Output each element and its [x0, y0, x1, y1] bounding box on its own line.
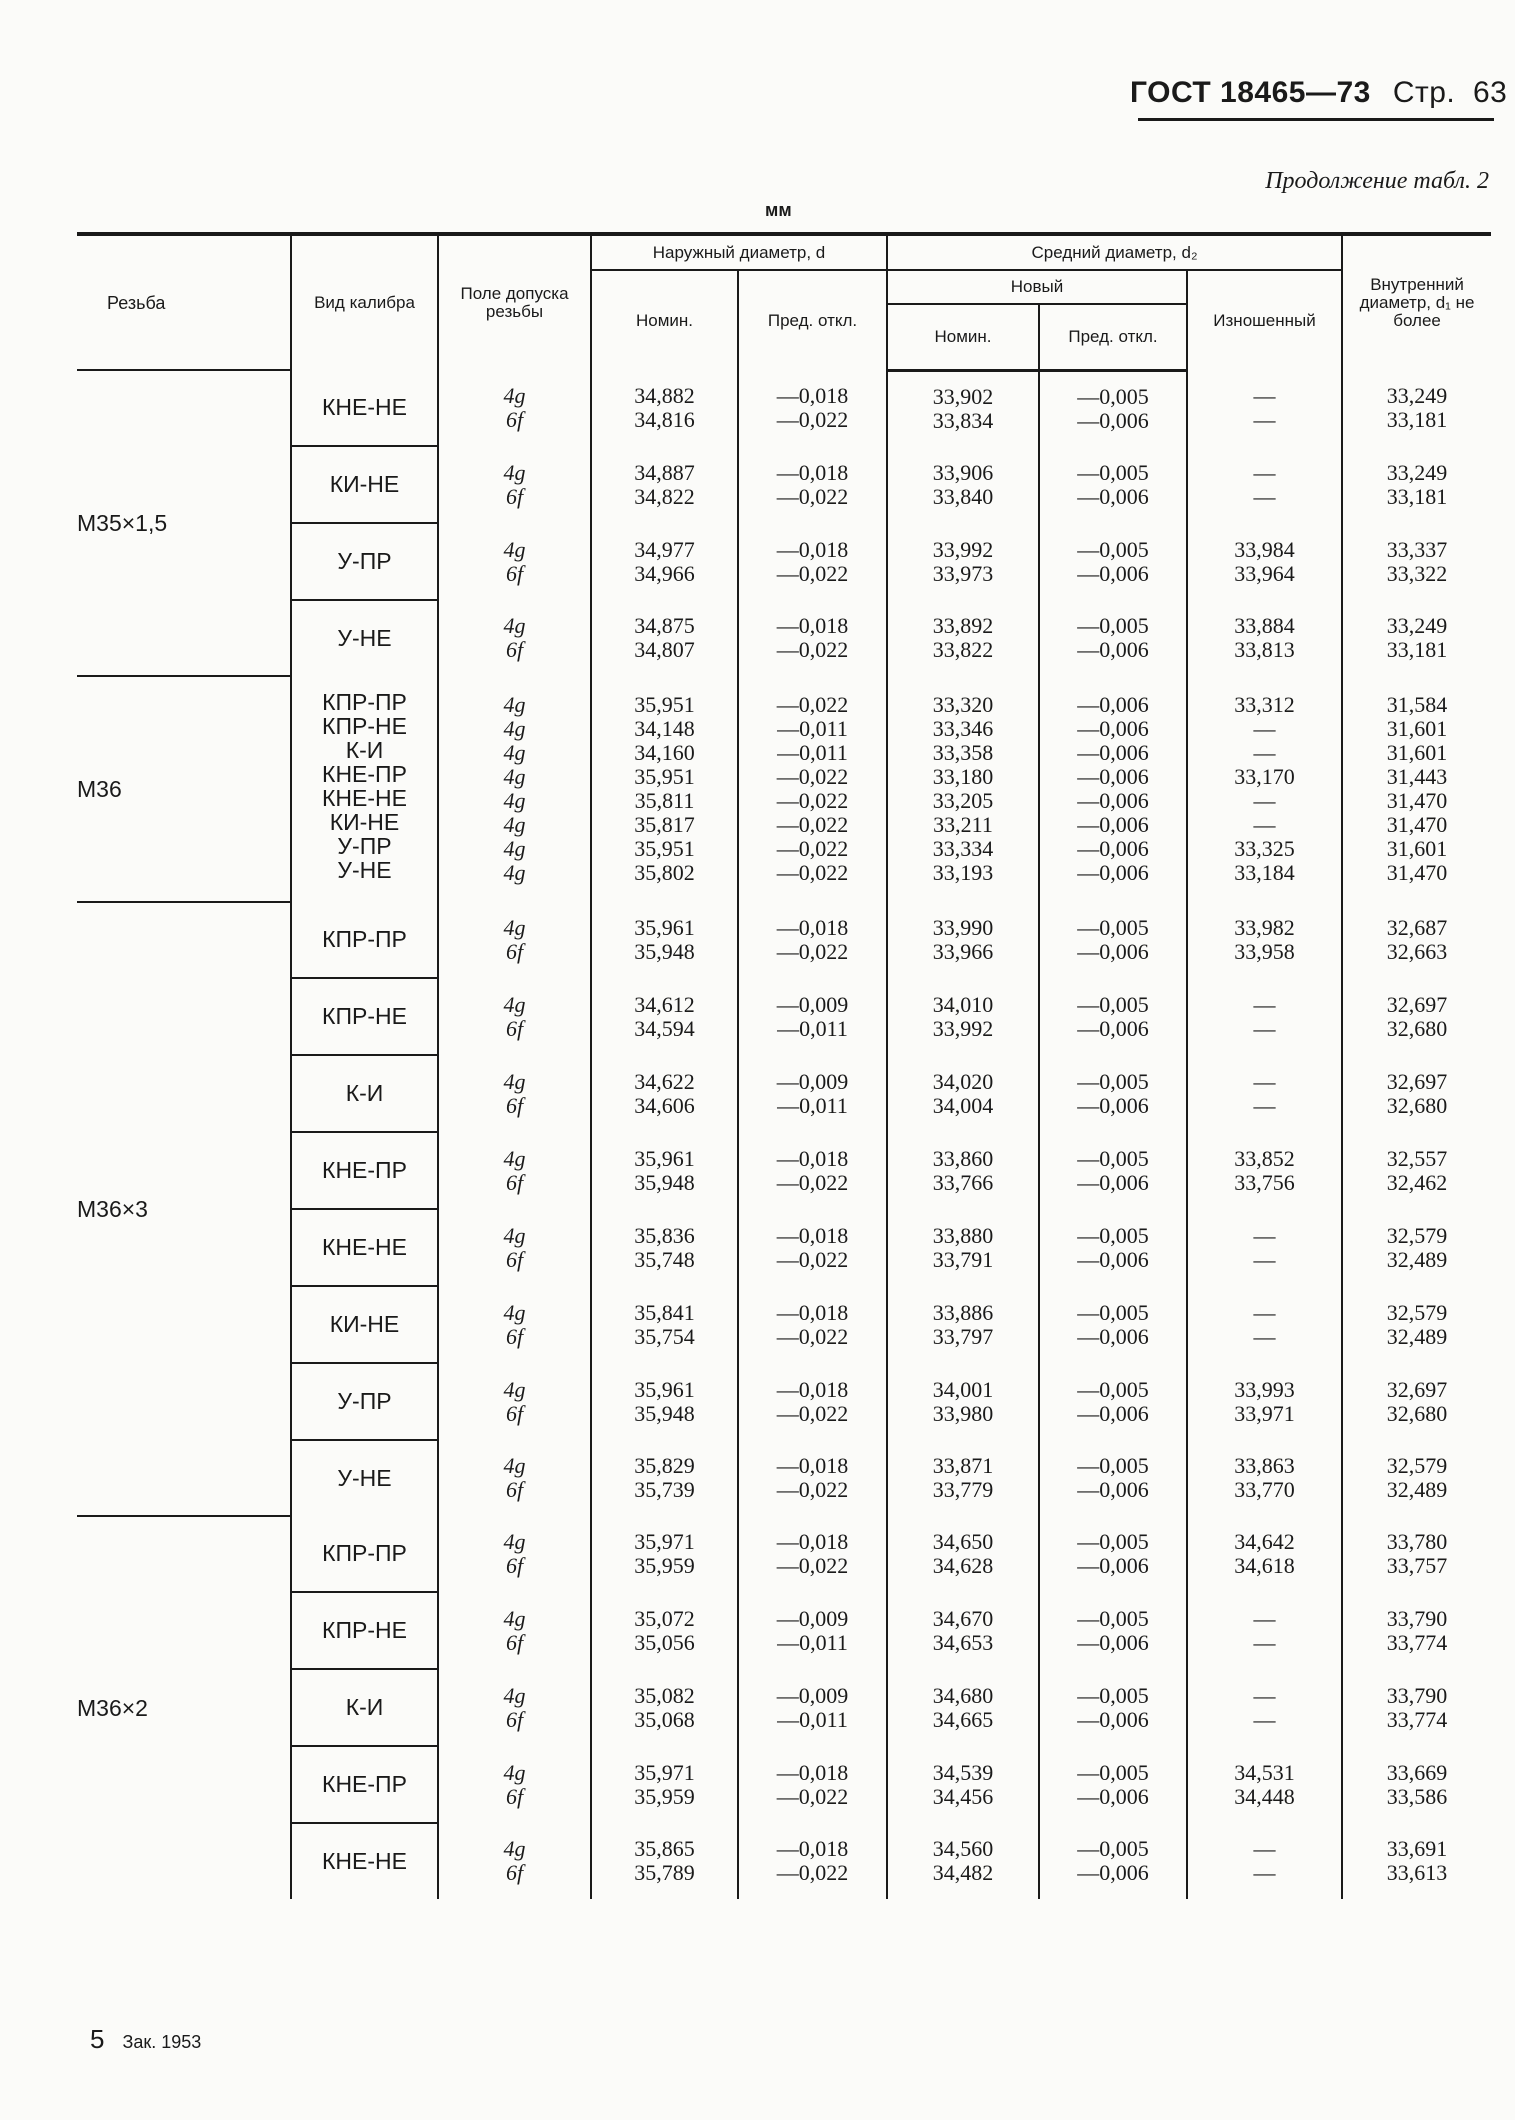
units-label: мм	[765, 200, 792, 220]
inner-diameter: 33,780 33,757	[1386, 1529, 1448, 1578]
outer-deviation: —0,009 —0,011	[738, 1592, 887, 1669]
inner-diameter: 33,790 33,774	[1386, 1605, 1448, 1655]
tolerance-field: 4g 6f	[438, 1823, 591, 1899]
gauge-type: КИ-НЕ	[291, 446, 438, 523]
inner-diameter: 31,584 31,601 31,601 31,443 31,470 31,470 31,601 31,470	[1386, 692, 1448, 885]
pitch-deviation: —0,005 —0,006	[1039, 1055, 1187, 1132]
pitch-worn: — —	[1187, 1669, 1342, 1746]
page-label: Стр.	[1392, 76, 1456, 109]
pitch-nominal: 33,880 33,791	[887, 1209, 1039, 1286]
pitch-deviation: —0,006 —0,006 —0,006 —0,006 —0,006 —0,006 —0,006 —0,006	[1039, 676, 1187, 902]
footer-page-number: 5	[90, 2024, 105, 2054]
outer-deviation: —0,018 —0,022	[738, 1746, 887, 1823]
pitch-nominal: 33,892 33,822	[887, 600, 1039, 676]
outer-deviation: —0,018 —0,022	[738, 1823, 887, 1899]
header-gauge-type: Вид калибра	[291, 234, 438, 370]
gauge-type: У-НЕ	[291, 600, 438, 676]
inner-diameter: 32,687 32,663	[1386, 915, 1448, 964]
outer-deviation: —0,018 —0,022	[738, 1132, 887, 1209]
outer-nominal: 35,082 35,068	[591, 1669, 738, 1746]
tolerance-field: 4g 6f	[438, 1209, 591, 1286]
gauge-type: КИ-НЕ	[291, 1286, 438, 1363]
page-footer	[90, 2024, 201, 2055]
inner-diameter: 33,249 33,181	[1386, 383, 1448, 432]
outer-nominal: 35,951 34,148 34,160 35,951 35,811 35,817 35,951 35,802	[591, 676, 738, 902]
gauge-type: КНЕ-НЕ	[291, 370, 438, 446]
thread-size: M36	[77, 676, 291, 902]
thread-size: M35×1,5	[77, 370, 291, 676]
table-row	[77, 370, 1491, 446]
pitch-deviation: —0,005 —0,006	[1039, 1363, 1187, 1440]
pitch-nominal: 33,990 33,966	[887, 902, 1039, 978]
thread-size: M36×3	[77, 902, 291, 1516]
pitch-nominal: 34,680 34,665	[887, 1669, 1039, 1746]
pitch-deviation: —0,005 —0,006	[1039, 1286, 1187, 1363]
outer-nominal: 35,961 35,948	[591, 1132, 738, 1209]
inner-diameter: 32,557 32,462	[1386, 1145, 1448, 1195]
pitch-deviation: —0,005 —0,006	[1039, 1669, 1187, 1746]
pitch-worn: — —	[1187, 1055, 1342, 1132]
gauge-type: У-НЕ	[291, 1440, 438, 1516]
gauge-type: КПР-НЕ	[291, 1592, 438, 1669]
pitch-nominal: 34,560 34,482	[887, 1823, 1039, 1899]
outer-deviation: —0,022 —0,011 —0,011 —0,022 —0,022 —0,022 —0,022 —0,022	[738, 676, 887, 902]
pitch-worn: 33,993 33,971	[1187, 1363, 1342, 1440]
pitch-deviation: —0,005 —0,006	[1039, 600, 1187, 676]
pitch-worn: 34,642 34,618	[1187, 1516, 1342, 1592]
outer-nominal: 35,961 35,948	[591, 1363, 738, 1440]
pitch-deviation: —0,005 —0,006	[1039, 370, 1187, 446]
outer-deviation: —0,018 —0,022	[738, 1516, 887, 1592]
outer-nominal: 34,887 34,822	[591, 446, 738, 523]
tolerance-field: 4g 6f	[438, 523, 591, 600]
inner-diameter: 32,697 32,680	[1386, 991, 1448, 1041]
outer-nominal: 35,865 35,789	[591, 1823, 738, 1899]
header-pitch-nominal: Номин.	[887, 304, 1039, 370]
pitch-worn: 33,982 33,958	[1187, 902, 1342, 978]
inner-diameter: 33,669 33,586	[1386, 1759, 1448, 1809]
pitch-nominal: 34,670 34,653	[887, 1592, 1039, 1669]
gauge-type: К-И	[291, 1055, 438, 1132]
header-outer-nominal: Номин.	[591, 270, 738, 370]
tolerance-field: 4g 6f	[438, 1746, 591, 1823]
tolerance-field: 4g 6f	[438, 370, 591, 446]
gauge-type: КПР-ПР	[291, 902, 438, 978]
outer-deviation: —0,009 —0,011	[738, 1669, 887, 1746]
outer-nominal: 34,622 34,606	[591, 1055, 738, 1132]
header-inner-diameter: Внутренний диаметр, d₁ не более	[1342, 234, 1491, 370]
thread-size: M36×2	[77, 1516, 291, 1899]
tolerance-field: 4g 6f	[438, 1132, 591, 1209]
pitch-nominal: 33,860 33,766	[887, 1132, 1039, 1209]
pitch-deviation: —0,005 —0,006	[1039, 1132, 1187, 1209]
pitch-worn: 33,984 33,964	[1187, 523, 1342, 600]
pitch-nominal: 33,871 33,779	[887, 1440, 1039, 1516]
tolerance-field: 4g 4g 4g 4g 4g 4g 4g 4g	[438, 676, 591, 902]
table-row	[77, 902, 1491, 978]
pitch-nominal: 34,650 34,628	[887, 1516, 1039, 1592]
pitch-deviation: —0,005 —0,006	[1039, 978, 1187, 1055]
pitch-deviation: —0,005 —0,006	[1039, 1592, 1187, 1669]
outer-deviation: —0,018 —0,022	[738, 523, 887, 600]
pitch-worn: — —	[1187, 370, 1342, 446]
outer-deviation: —0,018 —0,022	[738, 902, 887, 978]
outer-deviation: —0,018 —0,022	[738, 446, 887, 523]
pitch-worn: — —	[1187, 1592, 1342, 1669]
tolerance-field: 4g 6f	[438, 1363, 591, 1440]
pitch-nominal: 33,886 33,797	[887, 1286, 1039, 1363]
gauge-type: КНЕ-НЕ	[291, 1823, 438, 1899]
gauge-type: КНЕ-НЕ	[291, 1209, 438, 1286]
header-rule	[1138, 118, 1494, 121]
outer-nominal: 35,961 35,948	[591, 902, 738, 978]
pitch-nominal: 34,020 34,004	[887, 1055, 1039, 1132]
tolerance-field: 4g 6f	[438, 1669, 591, 1746]
outer-deviation: —0,018 —0,022	[738, 1286, 887, 1363]
pitch-nominal: 34,539 34,456	[887, 1746, 1039, 1823]
header-tolerance-field: Поле допуска резьбы	[438, 234, 591, 370]
header-pitch-limit-dev: Пред. откл.	[1039, 304, 1187, 370]
inner-diameter: 33,337 33,322	[1386, 536, 1448, 586]
tolerance-field: 4g 6f	[438, 1055, 591, 1132]
tolerance-field: 4g 6f	[438, 1286, 591, 1363]
pitch-nominal: 33,902 33,834	[887, 370, 1039, 446]
table-row	[77, 676, 1491, 902]
inner-diameter: 33,249 33,181	[1386, 613, 1448, 662]
inner-diameter: 32,579 32,489	[1386, 1453, 1448, 1502]
table-continuation-note: Продолжение табл. 2	[1265, 168, 1489, 194]
gauge-type: КПР-ПР	[291, 1516, 438, 1592]
header-thread: Резьба	[77, 234, 291, 370]
footer-order: Зак. 1953	[122, 2032, 202, 2052]
outer-deviation: —0,018 —0,022	[738, 1440, 887, 1516]
inner-diameter: 32,697 32,680	[1386, 1068, 1448, 1118]
outer-nominal: 35,971 35,959	[591, 1746, 738, 1823]
pitch-deviation: —0,005 —0,006	[1039, 446, 1187, 523]
gauge-type: КНЕ-ПР	[291, 1746, 438, 1823]
pitch-worn: — —	[1187, 1209, 1342, 1286]
gauge-type: К-И	[291, 1669, 438, 1746]
outer-deviation: —0,018 —0,022	[738, 1363, 887, 1440]
inner-diameter: 32,579 32,489	[1386, 1222, 1448, 1272]
inner-diameter: 32,579 32,489	[1386, 1299, 1448, 1349]
gauge-type-list	[291, 676, 438, 902]
pitch-deviation: —0,005 —0,006	[1039, 902, 1187, 978]
outer-nominal: 35,836 35,748	[591, 1209, 738, 1286]
outer-deviation: —0,009 —0,011	[738, 1055, 887, 1132]
pitch-nominal: 33,992 33,973	[887, 523, 1039, 600]
gauge-type: КПР-НЕ	[291, 978, 438, 1055]
header-new: Новый	[887, 270, 1187, 304]
pitch-nominal: 34,010 33,992	[887, 978, 1039, 1055]
pitch-worn: — —	[1187, 978, 1342, 1055]
pitch-deviation: —0,005 —0,006	[1039, 1516, 1187, 1592]
standard-number: ГОСТ 18465—73	[1130, 76, 1371, 109]
header-pitch-diameter: Средний диаметр, d₂	[887, 234, 1342, 270]
pitch-nominal: 33,906 33,840	[887, 446, 1039, 523]
outer-nominal: 34,612 34,594	[591, 978, 738, 1055]
inner-diameter: 33,249 33,181	[1386, 459, 1448, 509]
pitch-worn: 34,531 34,448	[1187, 1746, 1342, 1823]
pitch-worn: — —	[1187, 1823, 1342, 1899]
inner-diameter: 32,697 32,680	[1386, 1376, 1448, 1426]
outer-nominal: 34,977 34,966	[591, 523, 738, 600]
header-worn: Изношенный	[1187, 270, 1342, 370]
pitch-deviation: —0,005 —0,006	[1039, 1746, 1187, 1823]
outer-nominal: 34,875 34,807	[591, 600, 738, 676]
page-header	[1130, 76, 1507, 110]
pitch-worn: 33,312 — — 33,170 — — 33,325 33,184	[1187, 676, 1342, 902]
pitch-worn: 33,884 33,813	[1187, 600, 1342, 676]
pitch-worn: 33,863 33,770	[1187, 1440, 1342, 1516]
inner-diameter: 33,691 33,613	[1386, 1836, 1448, 1885]
pitch-nominal: 33,320 33,346 33,358 33,180 33,205 33,211 33,334 33,193	[887, 676, 1039, 902]
outer-nominal: 35,072 35,056	[591, 1592, 738, 1669]
outer-deviation: —0,018 —0,022	[738, 1209, 887, 1286]
pitch-deviation: —0,005 —0,006	[1039, 1209, 1187, 1286]
outer-deviation: —0,018 —0,022	[738, 370, 887, 446]
tolerance-field: 4g 6f	[438, 446, 591, 523]
pitch-deviation: —0,005 —0,006	[1039, 1440, 1187, 1516]
tolerance-field: 4g 6f	[438, 1516, 591, 1592]
header-outer-diameter: Наружный диаметр, d	[591, 234, 887, 270]
tolerance-field: 4g 6f	[438, 978, 591, 1055]
outer-deviation: —0,009 —0,011	[738, 978, 887, 1055]
tolerance-field: 4g 6f	[438, 1440, 591, 1516]
header-outer-limit-dev: Пред. откл.	[738, 270, 887, 370]
page-number: 63	[1472, 76, 1508, 109]
inner-diameter: 33,790 33,774	[1386, 1682, 1448, 1732]
pitch-deviation: —0,005 —0,006	[1039, 1823, 1187, 1899]
gauge-type: У-ПР	[291, 523, 438, 600]
pitch-worn: 33,852 33,756	[1187, 1132, 1342, 1209]
pitch-worn: — —	[1187, 1286, 1342, 1363]
gauge-type: У-ПР	[291, 1363, 438, 1440]
tolerance-field: 4g 6f	[438, 902, 591, 978]
outer-nominal: 35,829 35,739	[591, 1440, 738, 1516]
tolerance-field: 4g 6f	[438, 1592, 591, 1669]
pitch-deviation: —0,005 —0,006	[1039, 523, 1187, 600]
outer-deviation: —0,018 —0,022	[738, 600, 887, 676]
outer-nominal: 35,971 35,959	[591, 1516, 738, 1592]
gauge-dimensions-table	[77, 232, 1491, 1899]
outer-nominal: 35,841 35,754	[591, 1286, 738, 1363]
pitch-worn: — —	[1187, 446, 1342, 523]
tolerance-field: 4g 6f	[438, 600, 591, 676]
pitch-nominal: 34,001 33,980	[887, 1363, 1039, 1440]
gauge-list: КПР-ПР КПР-НЕ К-И КНЕ-ПР КНЕ-НЕ КИ-НЕ У-ПР У-НЕ	[322, 689, 407, 883]
outer-nominal: 34,882 34,816	[591, 370, 738, 446]
gauge-type: КНЕ-ПР	[291, 1132, 438, 1209]
table-row	[77, 1516, 1491, 1592]
